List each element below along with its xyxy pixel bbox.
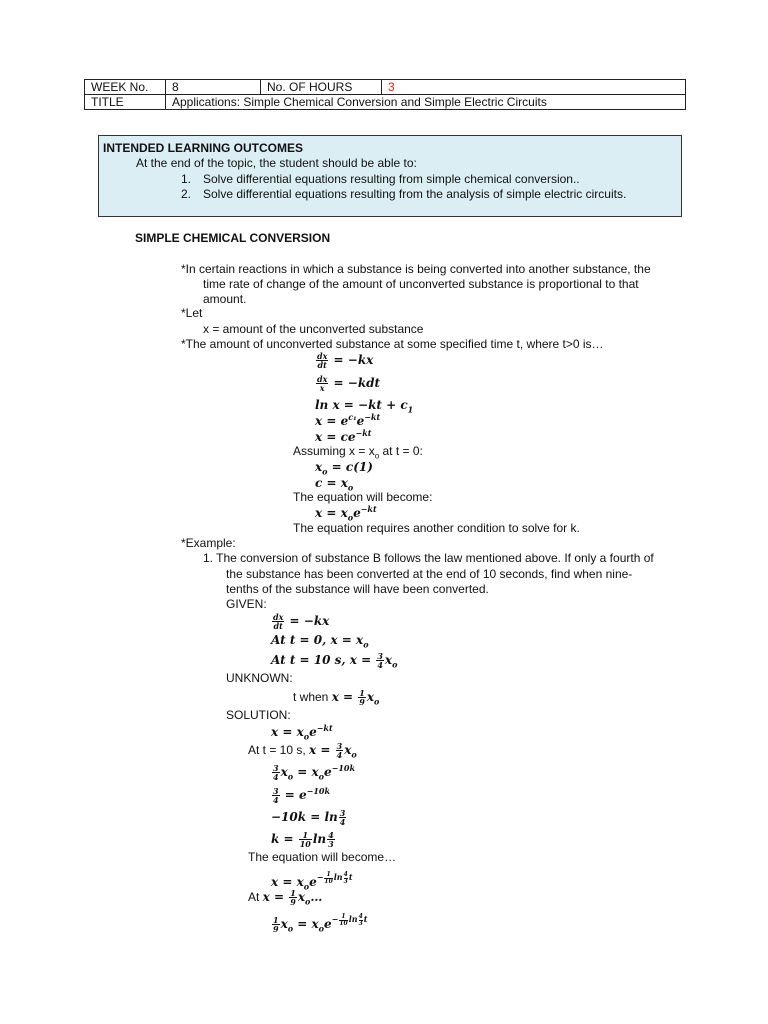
problem-line-2: the substance has been converted at the end of 10 seconds, find when nine-	[226, 567, 633, 581]
eq-ln: $\ln x = -kt + c_1$	[315, 398, 414, 415]
week-label: WEEK No.	[85, 80, 166, 95]
eq-xo: $x_o = c(1)$	[315, 460, 373, 477]
sol-become-label: The equation will become…	[248, 850, 397, 864]
ilo-item-1-num: 1.	[181, 172, 192, 186]
sol-at-line: At x = $\frac{1}{9}$ $x_o\dots$	[248, 888, 323, 907]
title-value: Applications: Simple Chemical Conversion and Simple Electric Circuits	[166, 95, 686, 110]
ilo-intro: At the end of the topic, the student should be able to:	[136, 156, 417, 170]
learning-outcomes-box	[98, 135, 682, 217]
example-label: *Example:	[181, 536, 236, 550]
eq-become-label: The equation will become:	[293, 490, 433, 504]
solution-label: SOLUTION:	[226, 708, 291, 722]
hours-label: No. OF HOURS	[261, 80, 382, 95]
assuming-line: Assuming $x = x_o$ at t = 0:	[293, 444, 423, 461]
intro-line-1: *In certain reactions in which a substance is being converted into another substance, the	[181, 262, 651, 276]
intro-line-3: amount.	[203, 292, 247, 306]
given-label: GIVEN:	[226, 597, 267, 611]
title-label: TITLE	[85, 95, 166, 110]
intro-line-2: time rate of change of the amount of unconverted substance is proportional to that	[203, 277, 639, 291]
eq-requires-label: The equation requires another condition to solve for k.	[293, 521, 580, 535]
let-label: *Let	[181, 306, 203, 320]
sol-eq-2: $\frac{3}{4}$ $x_o = x_oe^{-10k}$	[273, 763, 356, 782]
sol-eq-6: $x = x_oe^{- \frac{1}{10}ln \frac{4}{3}t}$	[271, 870, 353, 892]
eq-dxdt: $\frac{dx}{dt}$ = −kx	[317, 351, 374, 370]
eq-c: $c = x_o$	[315, 476, 354, 493]
ilo-item-2: Solve differential equations resulting from the analysis of simple electric circuits.	[203, 187, 627, 201]
eq-final: $x = x_oe^{-kt}$	[315, 504, 377, 523]
given-t0: At t = 0, $x = x_o$	[271, 633, 369, 650]
sol-eq-1: $x = x_oe^{-kt}$	[271, 723, 333, 742]
amount-line: *The amount of unconverted substance at some specified time t, where t>0 is…	[181, 337, 604, 351]
hours-value: 3	[382, 80, 686, 95]
let-definition: x = amount of the unconverted substance	[203, 322, 424, 336]
problem-line-3: tenths of the substance will have been converted.	[226, 582, 489, 596]
sol-eq-5: k = $\frac{1}{10}$ ln $\frac{4}{3}$	[271, 830, 334, 849]
sol-at-t10: At t = 10 s, x = $\frac{3}{4}$ $x_o$	[248, 741, 357, 760]
unknown-label: UNKNOWN:	[226, 671, 293, 685]
eq-ce: $x = ce^{-kt}$	[315, 428, 372, 444]
section-heading: SIMPLE CHEMICAL CONVERSION	[135, 231, 331, 245]
sol-eq-7: $\frac{1}{9}$ $x_o = x_oe^{- \frac{1}{10}ln \frac{4}{3}t}$	[273, 912, 368, 934]
given-dxdt: $\frac{dx}{dt}$ = −kx	[273, 612, 330, 631]
eq-dx-over-x: $\frac{dx}{x}$ = −kdt	[317, 374, 381, 393]
sol-eq-4: −10k = ln $\frac{3}{4}$	[271, 808, 346, 827]
eq-exp: $x = e^{c_1}e^{-kt}$	[315, 412, 381, 428]
sol-eq-3: $\frac{3}{4}$ = $e^{-10k}$	[273, 786, 331, 805]
ilo-item-1: Solve differential equations resulting from simple chemical conversion..	[203, 172, 580, 186]
ilo-heading: INTENDED LEARNING OUTCOMES	[103, 141, 304, 155]
header-table	[84, 79, 686, 110]
unknown-line: t when x = $\frac{1}{9}$ $x_o$	[293, 688, 380, 707]
given-t10: At t = 10 s, x = $\frac{3}{4}$ $x_o$	[271, 651, 398, 670]
week-value: 8	[166, 80, 261, 95]
ilo-item-2-num: 2.	[181, 187, 192, 201]
problem-line-1: 1. The conversion of substance B follows the law mentioned above. If only a fourth of	[203, 551, 654, 565]
